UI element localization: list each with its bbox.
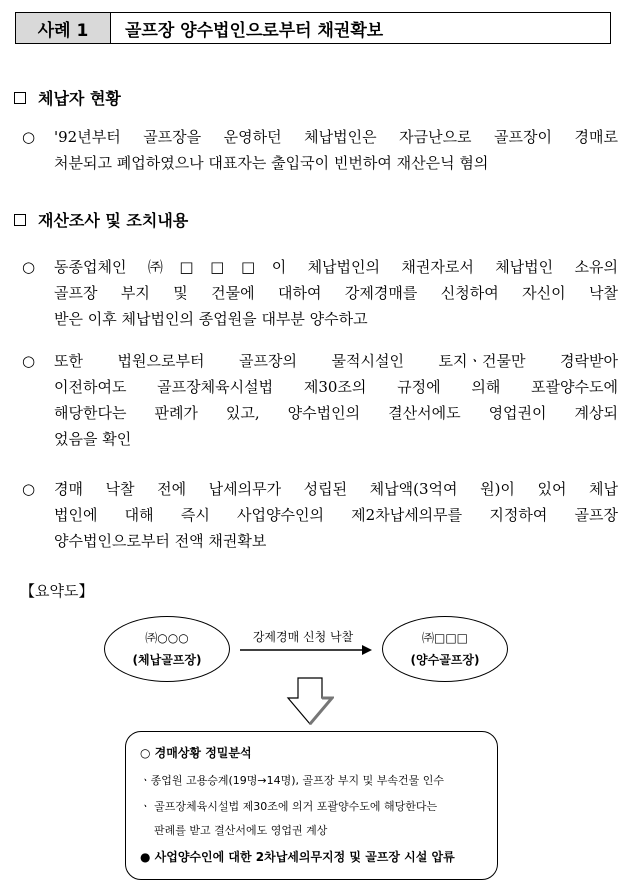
item-line: 법인에 대해 즉시 사업양수인의 제2차납세의무를 지정하여 골프장 bbox=[54, 506, 618, 524]
item-line: 또한 법원으로부터 골프장의 물적시설인 토지ㆍ건물만 경락받아 bbox=[54, 352, 618, 370]
item-line: 받은 이후 체납법인의 종업원을 대부분 양수하고 bbox=[54, 310, 368, 328]
list-item bbox=[22, 254, 618, 332]
acquiring-company-role: (양수골프장) bbox=[410, 653, 480, 667]
square-bullet-icon bbox=[14, 214, 26, 226]
circle-bullet-icon: ○ bbox=[140, 746, 155, 760]
analysis-bullet: ㆍ 골프장체육시설법 제30조에 의거 포괄양수도에 해당한다는 bbox=[140, 800, 438, 813]
section-heading-text: 체납자 현황 bbox=[38, 89, 121, 108]
item-line: 경매 낙찰 전에 납세의무가 성립된 체납액(3억여 원)이 있어 체납 bbox=[54, 480, 618, 498]
case-title-box bbox=[15, 12, 611, 44]
analysis-result-box bbox=[125, 731, 498, 880]
case-title: 골프장 양수법인으로부터 채권확보 bbox=[125, 20, 384, 41]
analysis-heading: ○ 경매상황 정밀분석 bbox=[140, 746, 252, 760]
circle-bullet-icon: ○ bbox=[22, 480, 36, 498]
list-item bbox=[22, 348, 618, 452]
circle-bullet-icon: ○ bbox=[22, 258, 36, 276]
section-heading-text: 재산조사 및 조치내용 bbox=[38, 211, 189, 230]
delinquent-company-role: (체납골프장) bbox=[132, 653, 202, 667]
analysis-bullet: ㆍ종업원 고용승계(19명→14명), 골프장 부지 및 부속건물 인수 bbox=[140, 774, 445, 787]
list-item bbox=[22, 124, 618, 176]
item-line: 처분되고 폐업하였으나 대표자는 출입국이 빈번하여 재산은닉 혐의 bbox=[54, 154, 489, 172]
circle-bullet-icon: ○ bbox=[22, 352, 36, 370]
case-number: 사례 1 bbox=[16, 13, 111, 43]
right-arrow-icon bbox=[232, 640, 374, 660]
analysis-conclusion: ● 사업양수인에 대한 2차납세의무지정 및 골프장 시설 압류 bbox=[140, 850, 455, 864]
item-line: 동종업체인 ㈜□□□이 체납법인의 채권자로서 체납법인 소유의 bbox=[54, 258, 618, 276]
delinquent-company-ellipse bbox=[104, 616, 230, 682]
item-line: 이전하여도 골프장체육시설법 제30조의 규정에 의해 포괄양수도에 bbox=[54, 378, 618, 396]
section-heading-status bbox=[14, 86, 121, 109]
down-arrow-icon bbox=[286, 676, 334, 728]
list-item bbox=[22, 476, 618, 554]
analysis-bullet-continued: 판례를 받고 결산서에도 영업권 계상 bbox=[154, 824, 328, 837]
item-line: 었음을 확인 bbox=[54, 430, 132, 448]
filled-bullet-icon: ● bbox=[140, 850, 155, 864]
acquiring-company-ellipse bbox=[382, 616, 508, 682]
section-heading-actions bbox=[14, 208, 188, 231]
auction-arrow-label: 강제경매 신청 낙찰 bbox=[252, 630, 354, 644]
item-line: '92년부터 골프장을 운영하던 체납법인은 자금난으로 골프장이 경매로 bbox=[54, 128, 618, 146]
item-line: 양수법인으로부터 전액 채권확보 bbox=[54, 532, 267, 550]
summary-label: 【요약도】 bbox=[20, 582, 94, 600]
square-bullet-icon bbox=[14, 92, 26, 104]
circle-bullet-icon: ○ bbox=[22, 128, 36, 146]
item-line: 해당한다는 판례가 있고, 양수법인의 결산서에도 영업권이 계상되 bbox=[54, 404, 618, 422]
item-line: 골프장 부지 및 건물에 대하여 강제경매를 신청하여 자신이 낙찰 bbox=[54, 284, 618, 302]
acquiring-company-name: ㈜□□□ bbox=[421, 631, 468, 645]
delinquent-company-name: ㈜○○○ bbox=[145, 631, 189, 645]
